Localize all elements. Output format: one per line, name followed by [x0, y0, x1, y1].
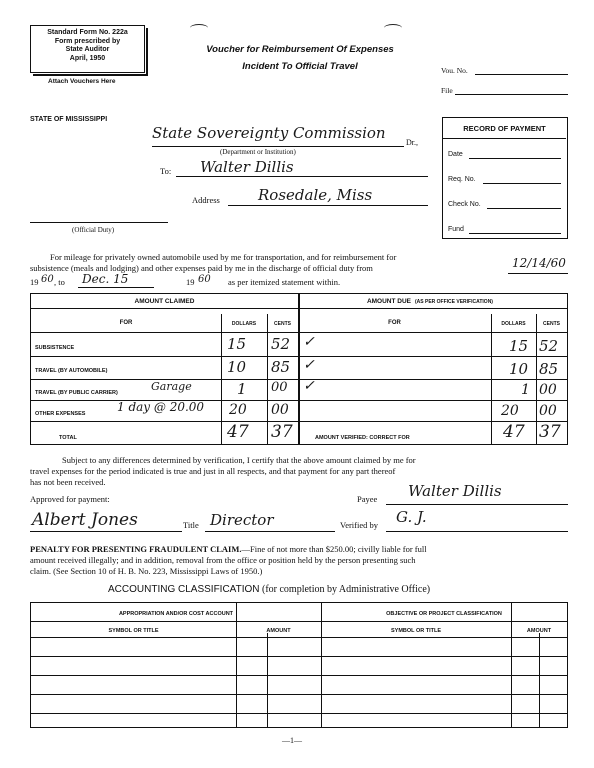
claimed-dollars-header: DOLLARS — [231, 321, 257, 327]
claimed-cents-1: 52 — [271, 335, 291, 353]
claimed-dollars-3: 1 — [237, 380, 247, 398]
record-req-label: Req. No. — [448, 176, 476, 183]
other-note: 1 day @ 20.00 — [117, 400, 205, 414]
carrier-note: Garage — [151, 380, 192, 393]
right-amount-header: AMOUNT — [526, 628, 552, 634]
mileage-text-3d: as per itemized statement within. — [228, 277, 341, 287]
amount-due-sub: (AS PER OFFICE VERIFICATION) — [415, 299, 493, 305]
amount-due-header: AMOUNT DUE — [366, 298, 411, 305]
vou-no-label: Vou. No. — [441, 66, 468, 75]
verified-label: AMOUNT VERIFIED: CORRECT FOR — [315, 435, 410, 441]
check-mark-2: ✓ — [303, 357, 315, 373]
record-fund-label: Fund — [448, 226, 464, 233]
record-title: RECORD OF PAYMENT — [463, 124, 546, 133]
due-cents-2: 85 — [539, 360, 559, 378]
check-mark-3: ✓ — [303, 378, 315, 394]
mileage-text-1: For mileage for privately owned automobile used by me for transportation, and for reimbursement for — [50, 252, 397, 262]
address-label: Address — [192, 195, 220, 205]
row-label-subsistence: SUBSISTENCE — [35, 345, 75, 351]
expense-table — [30, 293, 568, 445]
row-line-2 — [31, 379, 567, 380]
due-for-header: FOR — [388, 320, 401, 326]
record-date-line[interactable] — [469, 158, 561, 159]
right-symbol-header: SYMBOL OR TITLE — [390, 628, 441, 634]
left-amount-header: AMOUNT — [266, 628, 291, 634]
dr-label: Dr., — [406, 138, 418, 147]
state-label: STATE OF MISSISSIPPI — [30, 116, 108, 123]
penalty-line-3: claim. (See Section 10 of H. B. No. 223, Mississippi Laws of 1950.) — [30, 566, 263, 576]
record-divider — [443, 138, 566, 139]
claimed-dollars-4: 20 — [229, 402, 247, 418]
mileage-year-from: 60 — [41, 274, 54, 285]
due-dollars-1: 15 — [509, 337, 529, 355]
record-fund-line[interactable] — [469, 233, 561, 234]
file-line[interactable] — [455, 94, 568, 95]
acct-subheader-line — [31, 637, 567, 638]
payee-line[interactable] — [386, 504, 568, 505]
total-cents: 37 — [271, 422, 293, 442]
payee-label: Payee — [357, 494, 378, 504]
title-line[interactable] — [205, 531, 335, 532]
to-line[interactable] — [176, 176, 428, 177]
department-line[interactable] — [152, 146, 404, 147]
vou-no-line[interactable] — [475, 74, 568, 75]
certify-line-3: has not been received. — [30, 477, 106, 487]
due-cents-4: 00 — [539, 403, 557, 419]
acct-row-line-4 — [31, 713, 567, 714]
row-label-travel-auto: TRAVEL (BY AUTOMOBILE) — [35, 368, 108, 374]
mileage-to-line[interactable] — [78, 287, 154, 288]
due-dollars-3: 1 — [521, 382, 530, 398]
penalty-line-2: amount received illegally; and in addition, removal from the office or position held by the person presenting such — [30, 555, 416, 565]
address-value: Rosedale, Miss — [258, 186, 373, 204]
row-line-3 — [31, 400, 567, 401]
due-cents-1: 52 — [539, 337, 559, 355]
acct-title-row — [108, 584, 430, 595]
official-duty-caption: (Official Duty) — [72, 226, 115, 234]
form-date: April, 1950 — [69, 54, 106, 62]
check-mark-1: ✓ — [303, 334, 315, 350]
mileage-text-3c: 19 — [186, 277, 195, 287]
form-prescribed: Form prescribed by — [54, 37, 121, 45]
claimed-cents-2: 85 — [271, 358, 291, 376]
total-dollars: 47 — [227, 422, 249, 442]
left-symbol-header: SYMBOL OR TITLE — [108, 628, 159, 634]
mileage-text-3b: , to — [54, 277, 65, 287]
mileage-year-to: 60 — [198, 274, 211, 285]
due-cents-header: CENTS — [543, 321, 560, 327]
claimed-dollars-2: 10 — [227, 358, 247, 376]
appropriation-header: APPROPRIATION AND/OR COST ACCOUNT — [118, 611, 234, 617]
acct-row-line-1 — [31, 656, 567, 657]
due-dollars-2: 10 — [509, 360, 529, 378]
department-value: State Sovereignty Commission — [152, 124, 386, 142]
verified-by-label: Verified by — [340, 520, 379, 530]
record-check-label: Check No. — [448, 201, 481, 208]
mileage-from-line[interactable] — [508, 273, 568, 274]
penalty-line-1 — [30, 544, 570, 555]
claimed-for-header: FOR — [119, 320, 133, 326]
standard-form-box — [30, 25, 145, 73]
claimed-cents-3: 00 — [271, 380, 288, 395]
official-duty-line[interactable] — [30, 222, 168, 223]
verified-dollars: 47 — [503, 422, 525, 442]
amount-claimed-header: AMOUNT CLAIMED — [134, 298, 195, 305]
department-caption: (Department or Institution) — [220, 148, 296, 156]
row-label-travel-carrier: TRAVEL (BY PUBLIC CARRIER) — [35, 390, 118, 396]
mileage-to-value: Dec. 15 — [82, 272, 129, 286]
mileage-text-3a: 19 — [30, 277, 39, 287]
approved-label: Approved for payment: — [30, 494, 110, 504]
title-label: Title — [183, 520, 199, 530]
claimed-cents-header: CENTS — [274, 321, 291, 327]
form-number: Standard Form No. 222a — [47, 29, 128, 36]
verified-cents: 37 — [539, 422, 561, 442]
objective-header: OBJECTIVE OR PROJECT CLASSIFICATION — [386, 611, 502, 617]
verified-by-line[interactable] — [386, 531, 568, 532]
title-line-1: Voucher for Reimbursement Of Expenses — [206, 44, 394, 55]
punch-mark-left — [190, 24, 208, 32]
title-line-2: Incident To Official Travel — [242, 61, 358, 72]
total-label: TOTAL — [59, 435, 77, 441]
table-header-line — [31, 308, 567, 309]
acct-row-line-2 — [31, 675, 567, 676]
due-cents-3: 00 — [539, 382, 557, 398]
claimed-dollars-1: 15 — [227, 335, 247, 353]
row-label-other: OTHER EXPENSES — [35, 411, 86, 417]
title-value: Director — [210, 511, 274, 529]
claimed-cents-4: 00 — [271, 402, 289, 418]
penalty-heading: PENALTY FOR PRESENTING FRAUDULENT CLAIM. — [30, 544, 242, 554]
address-line[interactable] — [228, 205, 428, 206]
acct-header-line — [31, 621, 567, 622]
to-value: Walter Dillis — [200, 158, 294, 176]
file-label: File — [441, 86, 453, 95]
certify-line-1: Subject to any differences determined by verification, I certify that the above amount claimed by me for — [62, 455, 416, 465]
acct-sub: (for completion by Administrative Office) — [262, 584, 431, 595]
record-of-payment-box — [442, 117, 568, 239]
approver-signature: Albert Jones — [32, 510, 138, 530]
row-line-1 — [31, 356, 567, 357]
approver-line[interactable] — [30, 531, 182, 532]
record-check-line[interactable] — [487, 208, 561, 209]
row-line-4 — [31, 421, 567, 422]
accounting-table — [30, 602, 568, 728]
to-label: To: — [160, 166, 172, 176]
acct-row-line-3 — [31, 694, 567, 695]
penalty-text-1: —Fine of not more than $250.00; civilly liable for full — [241, 544, 427, 554]
punch-mark-right — [384, 24, 402, 32]
certify-line-2: travel expenses for the period indicated is true and just in all respects, and that payment for any part thereof — [30, 466, 396, 476]
page-number: —1— — [282, 736, 302, 745]
table-subheader-line — [31, 332, 567, 333]
payee-signature: Walter Dillis — [408, 482, 502, 500]
form-auditor: State Auditor — [65, 46, 110, 53]
mileage-from-value: 12/14/60 — [512, 256, 566, 270]
mileage-text-2: subsistence (meals and lodging) and other expenses paid by me in the discharge of official duty from — [30, 263, 373, 273]
due-dollars-4: 20 — [501, 403, 519, 419]
acct-title: ACCOUNTING CLASSIFICATION — [108, 584, 260, 595]
record-req-line[interactable] — [483, 183, 561, 184]
verified-by-signature: G. J. — [396, 508, 427, 526]
due-dollars-header: DOLLARS — [501, 321, 526, 327]
attach-vouchers: Attach Vouchers Here — [48, 78, 116, 85]
record-date-label: Date — [448, 151, 463, 158]
